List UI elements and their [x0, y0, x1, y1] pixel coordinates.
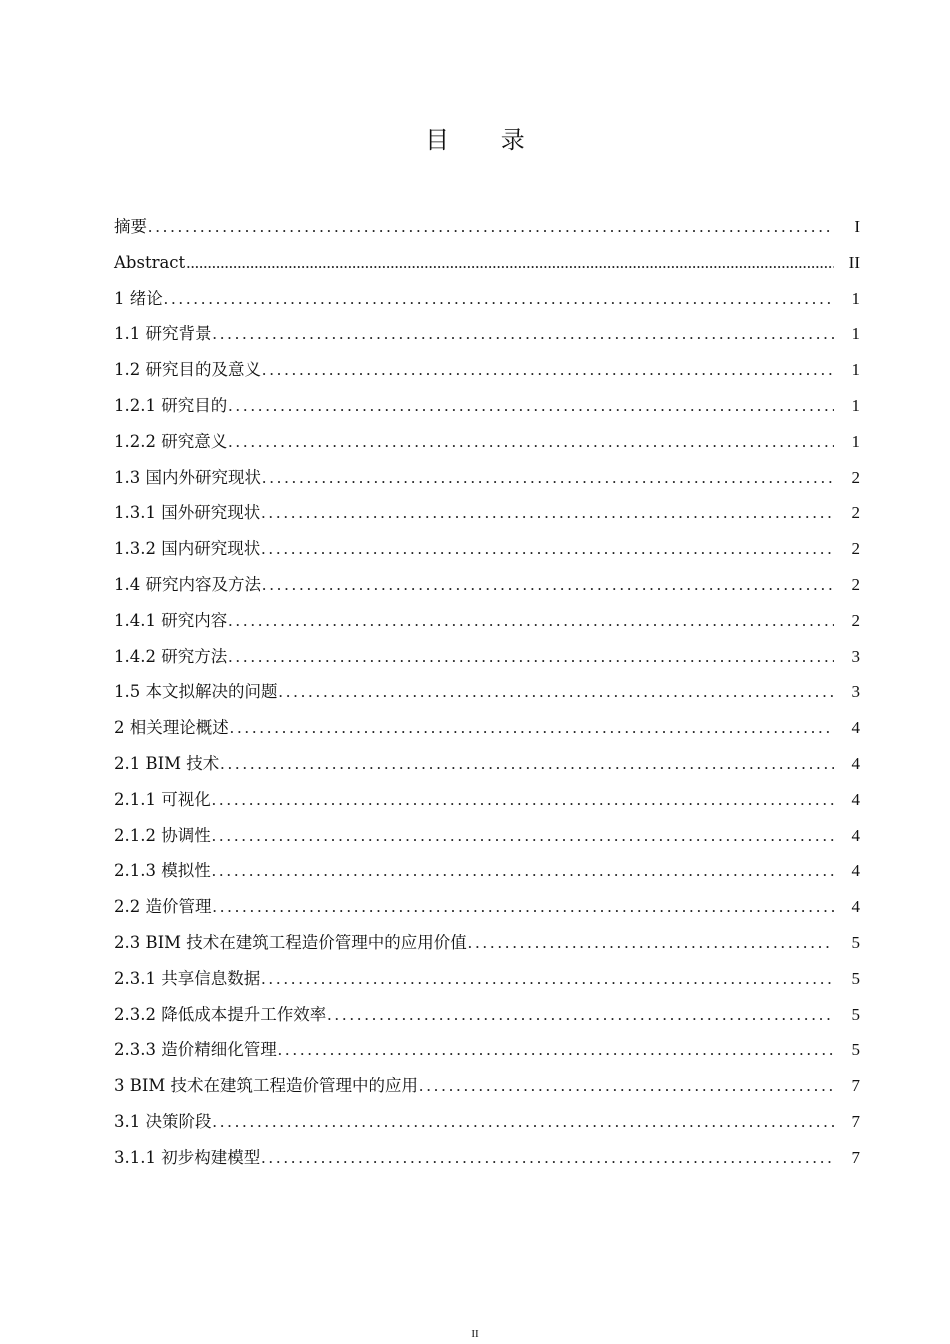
table-of-contents: [114, 209, 860, 1176]
toc-entry[interactable]: [114, 424, 860, 460]
toc-entry-page: II: [848, 252, 860, 272]
toc-entry-page: 1: [851, 360, 860, 380]
toc-dot-leader: [228, 639, 834, 675]
toc-dot-leader: [212, 853, 834, 889]
toc-entry-page: 7: [851, 1147, 860, 1167]
toc-entry-page: 5: [851, 1004, 860, 1024]
toc-entry[interactable]: [114, 710, 860, 746]
toc-dot-leader: [261, 1140, 834, 1176]
toc-entry-page: 4: [851, 897, 860, 917]
toc-entry-label: 1.4.2 研究方法: [114, 646, 228, 666]
toc-entry-label: 1.2 研究目的及意义: [114, 360, 261, 380]
toc-entry[interactable]: [114, 674, 860, 710]
toc-entry-label: 1.3.1 国外研究现状: [114, 503, 261, 523]
toc-entry-label: 2.1.2 协调性: [114, 825, 211, 845]
toc-entry[interactable]: [114, 567, 860, 603]
toc-dot-leader: [261, 961, 834, 997]
toc-entry[interactable]: [114, 495, 860, 531]
toc-dot-leader: [212, 818, 834, 854]
toc-entry-page: 4: [851, 861, 860, 881]
toc-entry-page: 5: [851, 968, 860, 988]
toc-entry-page: 5: [851, 1040, 860, 1060]
toc-entry-page: 2: [851, 610, 860, 630]
toc-entry-label: 摘要: [114, 217, 147, 236]
toc-entry-page: 4: [851, 753, 860, 773]
toc-entry-label: 1.2.1 研究目的: [114, 395, 228, 415]
toc-entry-page: 7: [851, 1076, 860, 1096]
toc-entry-label: 1 绪论: [114, 288, 163, 308]
toc-entry-label: 2.3.1 共享信息数据: [114, 968, 261, 988]
toc-entry-label: 1.4.1 研究内容: [114, 610, 228, 630]
toc-entry-label: 3.1.1 初步构建模型: [114, 1147, 261, 1167]
toc-entry[interactable]: [114, 639, 860, 675]
toc-dot-leader: [230, 710, 834, 746]
toc-dot-leader: [213, 316, 835, 352]
toc-entry[interactable]: [114, 603, 860, 639]
toc-entry-label: Abstract: [114, 252, 186, 272]
toc-entry[interactable]: [114, 1032, 860, 1068]
toc-entry[interactable]: [114, 352, 860, 388]
toc-entry-page: 2: [851, 574, 860, 594]
toc-entry-label: 3 BIM 技术在建筑工程造价管理中的应用: [114, 1076, 419, 1096]
toc-entry[interactable]: [114, 925, 860, 961]
toc-entry-label: 2.1.1 可视化: [114, 789, 211, 809]
toc-entry[interactable]: [114, 209, 860, 245]
toc-entry-page: I: [854, 217, 860, 236]
toc-entry-page: 7: [851, 1111, 860, 1131]
toc-entry-page: 1: [851, 395, 860, 415]
toc-entry-label: 1.5 本文拟解决的问题: [114, 682, 278, 702]
toc-entry[interactable]: [114, 782, 860, 818]
toc-entry[interactable]: [114, 1068, 860, 1104]
toc-entry-label: 1.1 研究背景: [114, 324, 212, 344]
toc-entry-label: 1.3.2 国内研究现状: [114, 539, 261, 559]
toc-entry[interactable]: [114, 281, 860, 317]
toc-dot-leader: [186, 245, 834, 281]
toc-entry-label: 1.3 国内外研究现状: [114, 467, 261, 487]
toc-entry-label: 2.1 BIM 技术: [114, 753, 220, 773]
toc-entry-label: 2.3.2 降低成本提升工作效率: [114, 1004, 327, 1024]
toc-dot-leader: [261, 495, 834, 531]
toc-entry[interactable]: [114, 1140, 860, 1176]
toc-dot-leader: [262, 460, 834, 496]
toc-entry[interactable]: [114, 460, 860, 496]
toc-dot-leader: [278, 1032, 834, 1068]
toc-entry[interactable]: [114, 853, 860, 889]
toc-entry[interactable]: [114, 531, 860, 567]
toc-entry-page: 2: [851, 467, 860, 487]
toc-dot-leader: [164, 281, 834, 317]
toc-dot-leader: [279, 674, 835, 710]
toc-entry[interactable]: [114, 1104, 860, 1140]
toc-dot-leader: [262, 567, 834, 603]
toc-entry-page: 1: [851, 288, 860, 308]
toc-entry-page: 2: [851, 539, 860, 559]
toc-entry-label: 1.2.2 研究意义: [114, 431, 228, 451]
toc-entry-page: 1: [851, 324, 860, 344]
toc-entry-page: 4: [851, 789, 860, 809]
footer-page-number: II: [471, 1328, 479, 1340]
toc-entry-label: 3.1 决策阶段: [114, 1111, 212, 1131]
toc-dot-leader: [468, 925, 834, 961]
toc-entry-page: 4: [851, 718, 860, 738]
page-title: 目 录: [425, 126, 547, 154]
toc-entry[interactable]: [114, 388, 860, 424]
toc-entry-label: 2.2 造价管理: [114, 897, 212, 917]
toc-dot-leader: [148, 209, 834, 245]
toc-entry-page: 4: [851, 825, 860, 845]
toc-entry[interactable]: [114, 818, 860, 854]
toc-dot-leader: [228, 388, 834, 424]
toc-entry-label: 2 相关理论概述: [114, 718, 229, 738]
toc-dot-leader: [213, 889, 835, 925]
toc-entry-page: 3: [851, 682, 860, 702]
toc-entry-page: 1: [851, 431, 860, 451]
toc-dot-leader: [220, 746, 834, 782]
toc-entry-label: 2.3 BIM 技术在建筑工程造价管理中的应用价值: [114, 932, 467, 952]
toc-entry-label: 2.3.3 造价精细化管理: [114, 1040, 277, 1060]
toc-dot-leader: [262, 352, 834, 388]
toc-entry[interactable]: [114, 245, 860, 281]
toc-dot-leader: [261, 531, 834, 567]
toc-entry[interactable]: [114, 889, 860, 925]
toc-entry[interactable]: [114, 746, 860, 782]
toc-entry-page: 5: [851, 932, 860, 952]
toc-entry-label: 1.4 研究内容及方法: [114, 574, 261, 594]
toc-entry-page: 3: [851, 646, 860, 666]
toc-dot-leader: [212, 782, 834, 818]
toc-dot-leader: [228, 603, 834, 639]
toc-dot-leader: [228, 424, 834, 460]
toc-dot-leader: [419, 1068, 834, 1104]
toc-entry[interactable]: [114, 997, 860, 1033]
toc-entry-label: 2.1.3 模拟性: [114, 861, 211, 881]
toc-entry[interactable]: [114, 316, 860, 352]
toc-dot-leader: [327, 997, 834, 1033]
toc-entry-page: 2: [851, 503, 860, 523]
toc-dot-leader: [213, 1104, 835, 1140]
toc-entry[interactable]: [114, 961, 860, 997]
